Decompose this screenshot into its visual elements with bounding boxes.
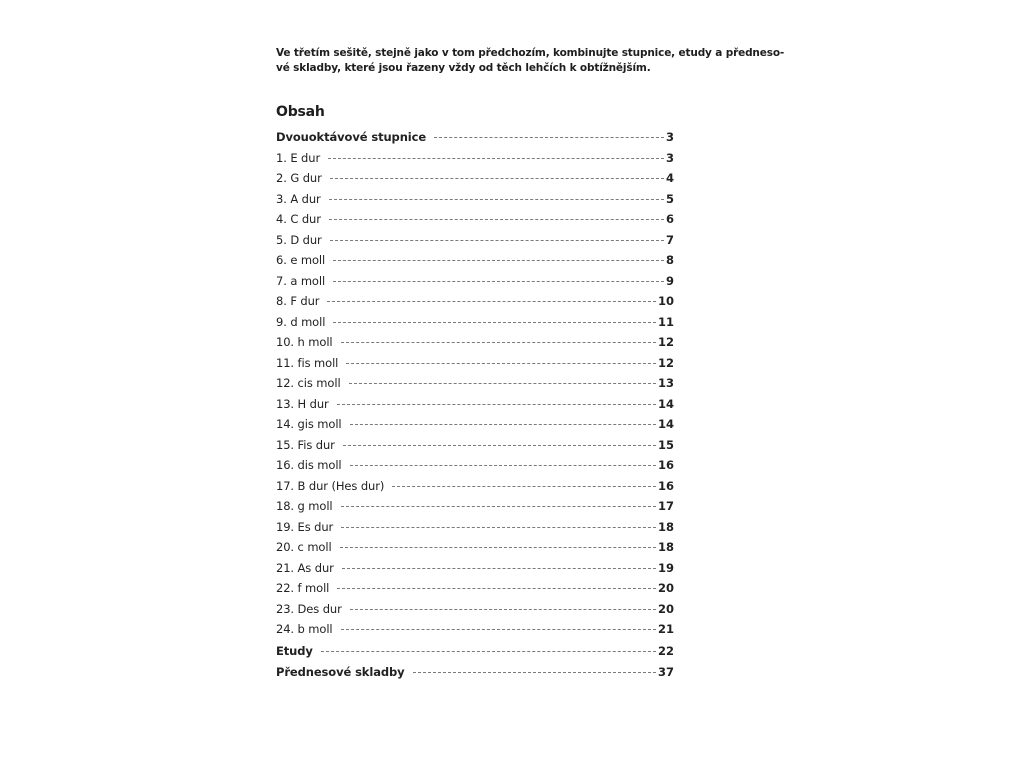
toc-page-number: 9 bbox=[665, 273, 674, 288]
toc-entry[interactable] bbox=[276, 540, 674, 561]
toc-dot-leader bbox=[350, 609, 656, 610]
toc-section-etudes[interactable] bbox=[276, 644, 674, 665]
toc-page-number: 17 bbox=[657, 499, 674, 513]
table-of-contents bbox=[276, 130, 674, 685]
toc-entry-label: 22. f moll bbox=[276, 581, 330, 595]
toc-dot-leader bbox=[321, 651, 656, 652]
toc-dot-leader bbox=[329, 219, 664, 220]
toc-entry[interactable] bbox=[276, 622, 674, 643]
toc-page-number: 14 bbox=[657, 396, 674, 411]
toc-entry-label: 19. Es dur bbox=[276, 519, 334, 534]
toc-dot-leader bbox=[333, 260, 664, 261]
toc-page-number: 3 bbox=[665, 130, 674, 144]
toc-entry[interactable] bbox=[276, 274, 674, 295]
toc-dot-leader bbox=[333, 322, 656, 323]
toc-entry[interactable] bbox=[276, 397, 674, 418]
toc-entry-label: 20. c moll bbox=[276, 540, 332, 554]
toc-page-number: 14 bbox=[657, 417, 674, 431]
toc-page-number: 37 bbox=[657, 664, 674, 679]
toc-page-number: 7 bbox=[665, 232, 674, 247]
toc-dot-leader bbox=[341, 506, 656, 507]
toc-dot-leader bbox=[341, 629, 656, 630]
toc-entry[interactable] bbox=[276, 561, 674, 582]
toc-page-number: 12 bbox=[657, 335, 674, 349]
toc-entry[interactable] bbox=[276, 438, 674, 459]
toc-page-number: 22 bbox=[657, 644, 674, 658]
toc-entry-label: 7. a moll bbox=[276, 273, 326, 288]
toc-section-scales[interactable] bbox=[276, 130, 674, 151]
toc-page-number: 18 bbox=[657, 540, 674, 554]
toc-page-number: 20 bbox=[657, 581, 674, 595]
toc-dot-leader bbox=[392, 486, 656, 487]
toc-dot-leader bbox=[346, 363, 656, 364]
toc-dot-leader bbox=[333, 281, 664, 282]
toc-entry[interactable] bbox=[276, 417, 674, 438]
toc-entry-label: 14. gis moll bbox=[276, 417, 342, 431]
toc-dot-leader bbox=[329, 199, 664, 200]
toc-page-number: 4 bbox=[665, 171, 674, 185]
toc-entry-label: 12. cis moll bbox=[276, 376, 341, 390]
toc-entry-label: 13. H dur bbox=[276, 396, 329, 411]
toc-page-number: 10 bbox=[657, 294, 674, 308]
toc-page-number: 11 bbox=[657, 314, 674, 329]
toc-entry[interactable] bbox=[276, 171, 674, 192]
toc-entry-label: 21. As dur bbox=[276, 560, 334, 575]
toc-dot-leader bbox=[327, 301, 656, 302]
toc-page-number: 15 bbox=[657, 437, 674, 452]
toc-dot-leader bbox=[341, 527, 656, 528]
toc-entry-label: 17. B dur (Hes dur) bbox=[276, 478, 385, 493]
toc-entry-label: 4. C dur bbox=[276, 212, 321, 226]
toc-page-number: 8 bbox=[665, 253, 674, 267]
toc-entry[interactable] bbox=[276, 233, 674, 254]
toc-entry[interactable] bbox=[276, 253, 674, 274]
toc-entry[interactable] bbox=[276, 212, 674, 233]
toc-entry[interactable] bbox=[276, 376, 674, 397]
toc-dot-leader bbox=[330, 240, 664, 241]
toc-entry-label: 6. e moll bbox=[276, 253, 326, 267]
toc-entry-label: 3. A dur bbox=[276, 191, 321, 206]
toc-entry-label: 23. Des dur bbox=[276, 601, 342, 616]
toc-page-number: 19 bbox=[657, 560, 674, 575]
toc-entry[interactable] bbox=[276, 356, 674, 377]
toc-dot-leader bbox=[413, 672, 656, 673]
toc-dot-leader bbox=[330, 178, 664, 179]
toc-page-number: 3 bbox=[665, 150, 674, 165]
toc-entry-label: 8. F dur bbox=[276, 294, 320, 308]
toc-entry[interactable] bbox=[276, 458, 674, 479]
intro-line-2: vé skladby, které jsou řazeny vždy od těch lehčích k obtížnějším. bbox=[276, 62, 651, 74]
toc-page-number: 6 bbox=[665, 212, 674, 226]
toc-entry-label: 1. E dur bbox=[276, 150, 321, 165]
toc-dot-leader bbox=[341, 342, 656, 343]
toc-dot-leader bbox=[434, 137, 664, 138]
toc-entry-label: Přednesové skladby bbox=[276, 664, 405, 679]
toc-entry-label: Dvouoktávové stupnice bbox=[276, 130, 427, 144]
toc-entry-label: 16. dis moll bbox=[276, 458, 342, 472]
toc-section-recital-pieces[interactable] bbox=[276, 665, 674, 686]
toc-page-number: 13 bbox=[657, 376, 674, 390]
toc-entry[interactable] bbox=[276, 294, 674, 315]
toc-entry[interactable] bbox=[276, 520, 674, 541]
toc-entry[interactable] bbox=[276, 335, 674, 356]
toc-entry-label: 18. g moll bbox=[276, 499, 333, 513]
toc-entry-label: 15. Fis dur bbox=[276, 437, 335, 452]
toc-dot-leader bbox=[343, 445, 656, 446]
document-page bbox=[276, 46, 785, 679]
toc-dot-leader bbox=[337, 404, 656, 405]
toc-page-number: 20 bbox=[657, 601, 674, 616]
toc-dot-leader bbox=[328, 158, 664, 159]
intro-line-1: Ve třetím sešitě, stejně jako v tom předchozím, kombinujte stupnice, etudy a předneso- bbox=[276, 47, 785, 59]
toc-dot-leader bbox=[349, 383, 656, 384]
toc-entry[interactable] bbox=[276, 192, 674, 213]
toc-page-number: 16 bbox=[657, 458, 674, 472]
toc-dot-leader bbox=[342, 568, 656, 569]
toc-entry-label: 24. b moll bbox=[276, 622, 333, 636]
toc-dot-leader bbox=[350, 424, 656, 425]
toc-page-number: 12 bbox=[657, 355, 674, 370]
toc-page-number: 16 bbox=[657, 478, 674, 493]
toc-dot-leader bbox=[337, 588, 656, 589]
toc-page-number: 18 bbox=[657, 519, 674, 534]
toc-entry[interactable] bbox=[276, 315, 674, 336]
toc-entry[interactable] bbox=[276, 479, 674, 500]
toc-entry-label: 10. h moll bbox=[276, 335, 333, 349]
toc-page-number: 5 bbox=[665, 191, 674, 206]
toc-title: Obsah bbox=[276, 104, 325, 120]
toc-entry-label: 11. fis moll bbox=[276, 355, 339, 370]
toc-entry[interactable] bbox=[276, 499, 674, 520]
toc-dot-leader bbox=[340, 547, 656, 548]
toc-entry-label: 9. d moll bbox=[276, 314, 326, 329]
toc-dot-leader bbox=[350, 465, 656, 466]
toc-page-number: 21 bbox=[657, 622, 674, 636]
toc-entry-label: Etudy bbox=[276, 644, 313, 658]
toc-entry[interactable] bbox=[276, 581, 674, 602]
toc-entry[interactable] bbox=[276, 602, 674, 623]
intro-paragraph bbox=[276, 46, 785, 76]
toc-entry-label: 2. G dur bbox=[276, 171, 322, 185]
toc-entry-label: 5. D dur bbox=[276, 232, 322, 247]
toc-entry[interactable] bbox=[276, 151, 674, 172]
